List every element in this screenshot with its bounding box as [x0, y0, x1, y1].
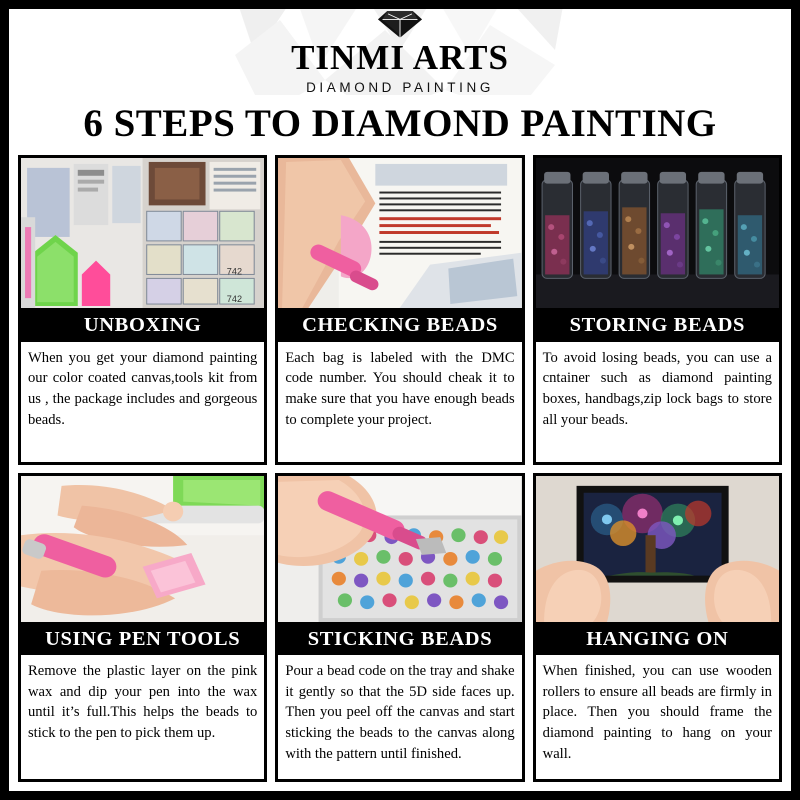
step-card-sticking-beads [275, 473, 524, 783]
brand-subtitle: DIAMOND PAINTING [306, 80, 494, 95]
svg-text:742: 742 [226, 266, 243, 277]
step-card-storing-beads [533, 155, 782, 465]
step-photo-unboxing [21, 158, 264, 310]
step-photo-sticking-beads [278, 476, 521, 624]
step-text: When you get your diamond painting our color coated canvas,tools kit from us , the package includes and gorgeous beads. [28, 349, 258, 428]
step-text: To avoid losing beads, you can use a cntainer such as diamond painting boxes, handbags,zip lock bags to store all your beads. [542, 349, 772, 428]
step-title: STICKING BEADS [278, 624, 521, 656]
brand-header [9, 9, 791, 95]
step-card-using-pen-tools [18, 473, 267, 783]
step-card-checking-beads [275, 155, 524, 465]
step-text: Each bag is labeled with the DMC code number. You should cheak it to make sure that you have enough beads to complete your project. [285, 349, 515, 428]
steps-grid [9, 155, 791, 791]
step-text: Remove the plastic layer on the pink wax and dip your pen into the wax until it’s full.This helps the beads to stick to the pen to pick them up. [28, 663, 258, 742]
step-card-unboxing [18, 155, 267, 465]
step-photo-hanging-on [536, 476, 779, 624]
step-text: Pour a bead code on the tray and shake it gently so that the 5D side faces up. Then you peel off the canvas and start sticking the beads to the canvas along with the pattern until finished. [285, 663, 515, 762]
svg-text:742: 742 [226, 294, 243, 305]
diamond-icon [377, 9, 423, 39]
brand-name: TINMI ARTS [291, 38, 509, 77]
step-title: STORING BEADS [536, 310, 779, 342]
step-photo-storing-beads [536, 158, 779, 310]
step-photo-checking-beads [278, 158, 521, 310]
page-title: 6 STEPS TO DIAMOND PAINTING [83, 102, 717, 145]
step-text: When finished, you can use wooden rollers to ensure all beads are firmly in place. Then you should frame the diamond painting to hang on your wall. [542, 663, 772, 762]
step-photo-using-pen-tools [21, 476, 264, 624]
step-card-hanging-on [533, 473, 782, 783]
step-title: USING PEN TOOLS [21, 624, 264, 656]
step-title: CHECKING BEADS [278, 310, 521, 342]
step-title: HANGING ON [536, 624, 779, 656]
step-title: UNBOXING [21, 310, 264, 342]
